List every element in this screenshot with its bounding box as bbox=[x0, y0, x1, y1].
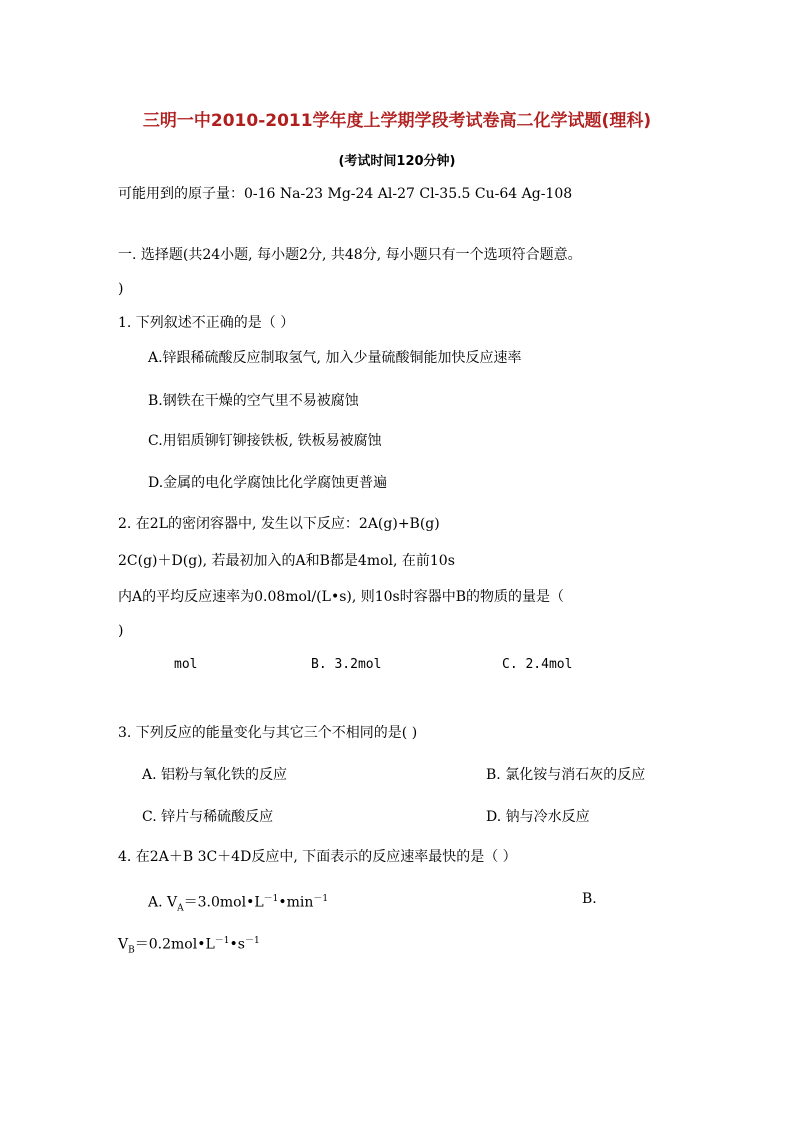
option-b-subscript: B bbox=[128, 945, 135, 956]
option-a-unit: •min bbox=[278, 894, 314, 911]
question-3-option-d: D. 钠与冷水反应 bbox=[486, 809, 590, 825]
question-4-option-b bbox=[118, 933, 260, 955]
question-2-option-a: mol bbox=[174, 657, 198, 672]
option-a-exponent-1: －1 bbox=[263, 894, 279, 904]
question-1-option-b: B.钢铁在干燥的空气里不易被腐蚀 bbox=[148, 393, 359, 409]
question-2-line4: ) bbox=[118, 623, 124, 639]
question-4-option-b-label: B. bbox=[582, 891, 597, 907]
option-a-subscript: A bbox=[177, 903, 184, 914]
atomic-masses: 可能用到的原子量：0-16 Na-23 Mg-24 Al-27 Cl-35.5 Cu-64 Ag-108 bbox=[118, 186, 573, 202]
question-3-option-b: B. 氯化铵与消石灰的反应 bbox=[486, 767, 646, 783]
section-heading-cont: ) bbox=[118, 281, 124, 297]
question-1-option-a: A.锌跟稀硫酸反应制取氢气, 加入少量硫酸铜能加快反应速率 bbox=[148, 350, 522, 366]
question-1-option-d: D.金属的电化学腐蚀比化学腐蚀更普遍 bbox=[148, 475, 388, 491]
option-b-exponent-1: －1 bbox=[214, 936, 230, 946]
exam-duration: (考试时间120分钟) bbox=[338, 154, 456, 169]
page-title: 三明一中2010-2011学年度上学期学段考试卷高二化学试题(理科) bbox=[142, 111, 652, 131]
question-3-option-c: C. 锌片与稀硫酸反应 bbox=[142, 809, 274, 825]
question-2-line2: 2C(g)＋D(g), 若最初加入的A和B都是4mol, 在前10s bbox=[118, 553, 455, 569]
option-b-value: ＝0.2mol•L bbox=[134, 936, 215, 953]
question-2-option-c: C. 2.4mol bbox=[502, 657, 573, 672]
section-heading: 一. 选择题(共24小题, 每小题2分, 共48分, 每小题只有一个选项符合题意。 bbox=[118, 247, 582, 263]
option-a-value: ＝3.0mol•L bbox=[183, 894, 264, 911]
question-2-line3: 内A的平均反应速率为0.08mol/(L•s), 则10s时容器中B的物质的量是（ bbox=[118, 589, 565, 605]
option-b-exponent-2: －1 bbox=[244, 936, 260, 946]
question-2-option-b: B. 3.2mol bbox=[311, 657, 382, 672]
question-2-stem: 2. 在2L的密闭容器中, 发生以下反应：2A(g)+B(g) bbox=[118, 516, 440, 532]
question-3-stem: 3. 下列反应的能量变化与其它三个不相同的是( ) bbox=[118, 725, 418, 741]
option-a-exponent-2: －1 bbox=[313, 894, 329, 904]
question-1-stem: 1. 下列叙述不正确的是（ ） bbox=[118, 315, 295, 331]
option-a-prefix: A. V bbox=[148, 894, 178, 911]
question-4-option-a bbox=[148, 891, 328, 913]
question-4-stem: 4. 在2A＋B 3C＋4D反应中, 下面表示的反应速率最快的是（ ） bbox=[118, 849, 517, 865]
question-1-option-c: C.用铝质铆钉铆接铁板, 铁板易被腐蚀 bbox=[148, 433, 382, 449]
question-3-option-a: A. 铝粉与氧化铁的反应 bbox=[142, 767, 288, 783]
option-b-prefix: V bbox=[118, 936, 129, 953]
option-b-unit: •s bbox=[229, 936, 245, 953]
